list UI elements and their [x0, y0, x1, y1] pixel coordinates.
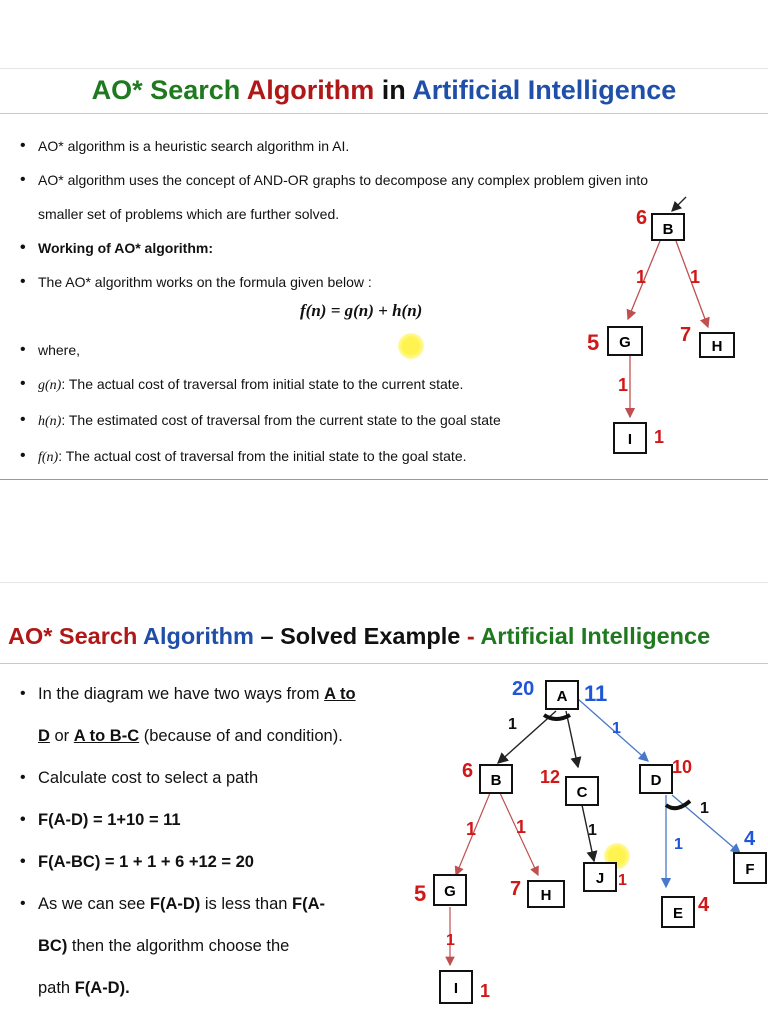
text-bold: F(A- [292, 895, 325, 913]
edge-cost-b-g: 1 [466, 819, 477, 839]
bullet-item: • AO* algorithm is a heuristic search algorithm in AI. [8, 129, 758, 163]
text-bold: F(A-D) [149, 895, 201, 913]
edge-cost-c-j: 1 [588, 822, 597, 839]
cost-e: 4 [698, 894, 710, 916]
bullet-item: • AO* algorithm uses the concept of AND-OR graphs to decompose any complex problem given into [8, 163, 758, 197]
node-f-label: F [745, 861, 755, 878]
node-h-label: H [711, 338, 723, 355]
text-underlined: A to B-C [73, 727, 140, 745]
text: then the algorithm choose the [67, 937, 290, 955]
edge-cost-g-i: 1 [618, 375, 629, 395]
text-bold: BC) [38, 937, 68, 955]
bullet-item: • Calculate cost to select a path [8, 757, 408, 799]
cost-j: 1 [618, 872, 627, 889]
cost-b: 6 [462, 760, 474, 782]
node-j-label: J [595, 870, 605, 887]
edge-cost-a-b: 1 [508, 716, 517, 733]
edge-into-b [672, 197, 686, 211]
slide-1-diagram [0, 69, 768, 479]
node-c-label: C [576, 784, 588, 801]
cost-f: 4 [744, 828, 756, 850]
node-i-label: I [453, 980, 459, 997]
formula: f(n) = g(n) + h(n) [300, 301, 423, 320]
node-e-label: E [672, 905, 684, 922]
text: path [38, 979, 75, 997]
definition-h: : The estimated cost of traversal from the current state to the goal state [61, 412, 501, 428]
text: (because of and condition). [139, 727, 343, 745]
edge-cost-b-h: 1 [690, 267, 701, 287]
edge-cost-b-g: 1 [636, 267, 647, 287]
bullet-continuation: smaller set of problems which are further solved. [38, 206, 340, 222]
title-part-solved-example: – Solved Example [253, 623, 461, 649]
cost-d: 10 [672, 757, 693, 777]
text: is less than [200, 895, 293, 913]
cost-g: 5 [587, 330, 600, 355]
cost-b: 6 [636, 207, 648, 229]
edge-cost-d-f: 1 [700, 800, 709, 817]
edge-cost-b-h: 1 [516, 817, 527, 837]
node-h-label: H [540, 887, 552, 904]
bullet-item: • Working of AO* algorithm: [8, 231, 758, 265]
symbol-f: f(n) [38, 450, 59, 465]
node-g-label: G [444, 883, 456, 900]
cost-a-or: 11 [584, 681, 608, 706]
title-part-dash: - [460, 623, 481, 649]
bullet-item: • F(A-D) = 1+10 = 11 [8, 799, 408, 841]
and-arc-a [544, 715, 570, 719]
slide-2 [0, 582, 768, 1025]
node-b-label: B [490, 772, 502, 789]
slide-1 [0, 68, 768, 480]
definition-f: : The actual cost of traversal from the initial state to the goal state. [58, 448, 467, 464]
edge-a-c [566, 711, 578, 767]
cost-h: 7 [510, 878, 522, 900]
node-d-label: D [650, 772, 662, 789]
text-bold: F(A-D). [74, 979, 130, 997]
node-b-label: B [662, 221, 674, 238]
bullet-item: • where, [8, 333, 758, 367]
text-underlined: A to [324, 685, 356, 703]
title-part-ao-search: AO* Search [8, 623, 143, 649]
cost-i: 1 [654, 427, 665, 447]
edge-cost-a-d: 1 [612, 720, 621, 737]
cost-c: 12 [540, 767, 561, 787]
title-part-ao-search: AO* Search [91, 75, 247, 105]
symbol-g: g(n) [38, 378, 62, 393]
title-part-in: in [374, 75, 413, 105]
cost-g: 5 [414, 881, 427, 906]
cost-a-and: 20 [512, 678, 535, 700]
text-underlined: D [38, 727, 50, 745]
cost-h: 7 [680, 324, 692, 346]
node-a-label: A [556, 688, 568, 705]
bullet-item: • F(A-BC) = 1 + 1 + 6 +12 = 20 [8, 841, 408, 883]
node-i-label: I [627, 431, 633, 448]
text: or [49, 727, 74, 745]
symbol-h: h(n) [38, 414, 62, 429]
edge-cost-g-i: 1 [446, 932, 455, 949]
text: In the diagram we have two ways from [38, 685, 325, 703]
bullet-item: • The AO* algorithm works on the formula given below : [8, 265, 758, 299]
node-g-label: G [619, 334, 631, 351]
title-part-algorithm: Algorithm [246, 75, 375, 105]
title-part-ai: Artificial Intelligence [412, 75, 677, 105]
title-part-algorithm: Algorithm [142, 623, 254, 649]
edge-cost-d-e: 1 [674, 836, 683, 853]
title-part-ai: Artificial Intelligence [480, 623, 711, 649]
cost-i: 1 [480, 981, 491, 1001]
slide-2-diagram [0, 583, 768, 1025]
text: As we can see [38, 895, 150, 913]
definition-g: : The actual cost of traversal from initial state to the current state. [61, 376, 464, 392]
